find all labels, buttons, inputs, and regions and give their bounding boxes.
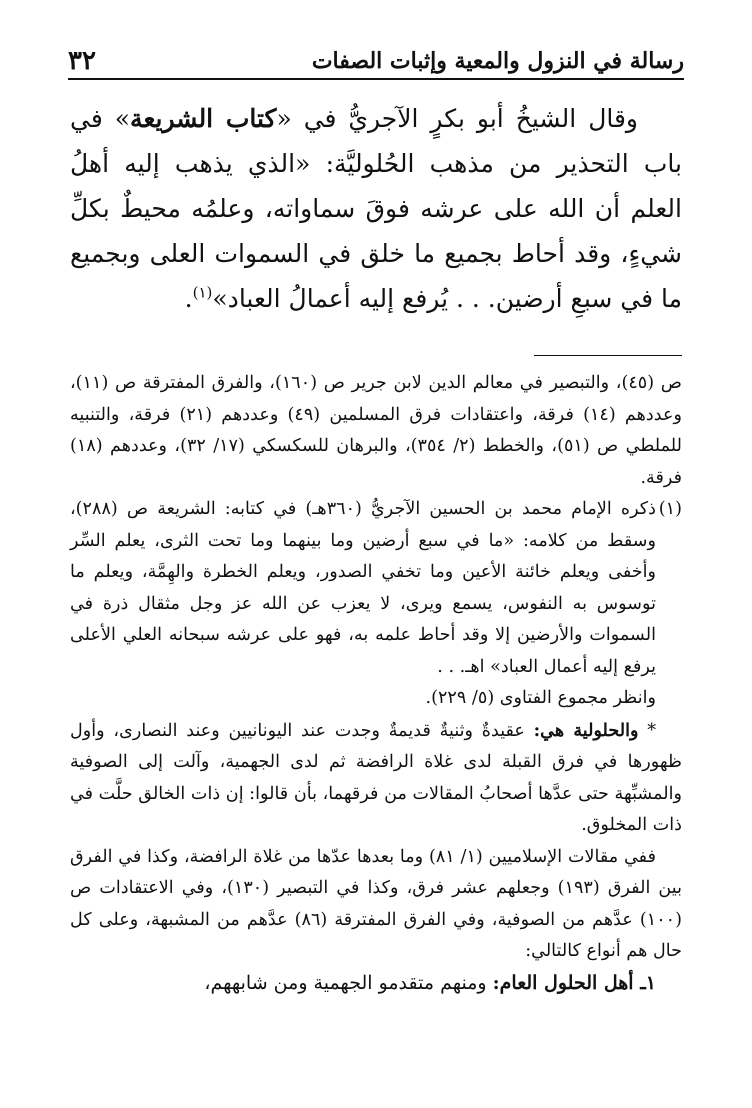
- footnote-separator: [534, 355, 682, 356]
- star-marker: *: [638, 720, 657, 741]
- main-text: [70, 96, 682, 321]
- page-number: ٣٢: [68, 46, 96, 76]
- main-intro: وقال الشيخُ أبو بكرٍ الآجريُّ في «: [276, 104, 638, 133]
- footnote-continuation: ص (٤٥)، والتبصير في معالم الدين لابن جرير ص (١٦٠)، والفرق المفترقة ص (١١)، وعددهم (١٤) فرقة، واعتقادات فرق المسلمين (٤٩) وعددهم (٢١) فرقة، والتنبيه للملطي ص (٥١)، والخطط (٢/ ٣٥٤)، والبرهان للسكسكي (١٧/ ٣٢)، وعددهم (١٨) فرقة.: [70, 373, 682, 488]
- classification-paragraph: ففي مقالات الإسلاميين (١/ ٨١) وما بعدها عدّها من غلاة الرافضة، وكذا في الفرق بين الفرق (١٩٣) وجعلهم عشر فرق، وكذا في التبصير (١٣٠)، وفي الاعتقادات ص (١٠٠) عدَّهم من الصوفية، وفي الفرق المفترقة (٨٦) عدَّهم من المشبهة، وعلى كل حال هم أنواع كالتالي:: [70, 846, 683, 961]
- footnote-ref: (١): [192, 283, 213, 302]
- hululiya-label: والحلولية هي:: [533, 719, 639, 741]
- list-item-1: [70, 968, 682, 1000]
- page-header: [68, 42, 684, 80]
- main-quote: » في باب التحذير من مذهب الحُلوليَّة: «الذي يذهب إليه أهلُ العلم أن الله على عرشه فوقَ سماواته، وعلمُه محيطٌ بكلِّ شيءٍ، وقد أحاط بجميع ما خلق في السموات العلى وبجميع ما في سبعِ أرضين. . . يُرفع إليه أعمالُ العباد»: [70, 104, 682, 313]
- list-item-1-label: ١ـ أهل الحلول العام:: [492, 971, 656, 994]
- book-title: كتاب الشريعة: [130, 104, 277, 133]
- hululiya-text: عقيدةٌ وثنيةٌ قديمةٌ وجدت عند اليونانيين وعند النصارى، وأول ظهورها في فرق القبلة لدى غلاة الرافضة ثم لدى الجهمية، وآلت إلى الصوفية والمشبِّهة حتى عدَّها أصحابُ المقالات من فرقهما، بأن قالوا: إن ذات الخالق حلَّت في ذات المخلوق.: [70, 720, 682, 835]
- footnote-1: [70, 494, 682, 715]
- main-end: .: [184, 284, 193, 313]
- footnote-1-reference: وانظر مجموع الفتاوى (٥/ ٢٢٩).: [425, 688, 656, 708]
- running-title: رسالة في النزول والمعية وإثبات الصفات: [311, 48, 684, 74]
- main-paragraph: [70, 96, 682, 321]
- footnote-1-text: ذكره الإمام محمد بن الحسين الآجريُّ (٣٦٠هـ) في كتابه: الشريعة ص (٢٨٨)، وسقط من كلامه: «ما في سبع أرضين وما بينهما وما تحت الثرى، يعلم السِّر وأخفى ويعلم خائنة الأعين وما تخفي الصدور، ويعلم الخطرة والهِمَّة، ويعلم ما توسوس به النفوس، يسمع ويرى، لا يعزب عن الله عز وجل مثقال ذرة في السموات والأرضين إلا وقد أحاط علمه به، فهو على عرشه سبحانه العلي الأعلى يرفع إليه أعمال العباد» اهـ. . .: [70, 499, 656, 677]
- hululiya-definition: [70, 715, 682, 842]
- footnote-1-number: (١): [658, 499, 682, 519]
- list-item-1-text: ومنهم متقدمو الجهمية ومن شابههم،: [204, 971, 493, 994]
- footnotes: [70, 368, 682, 999]
